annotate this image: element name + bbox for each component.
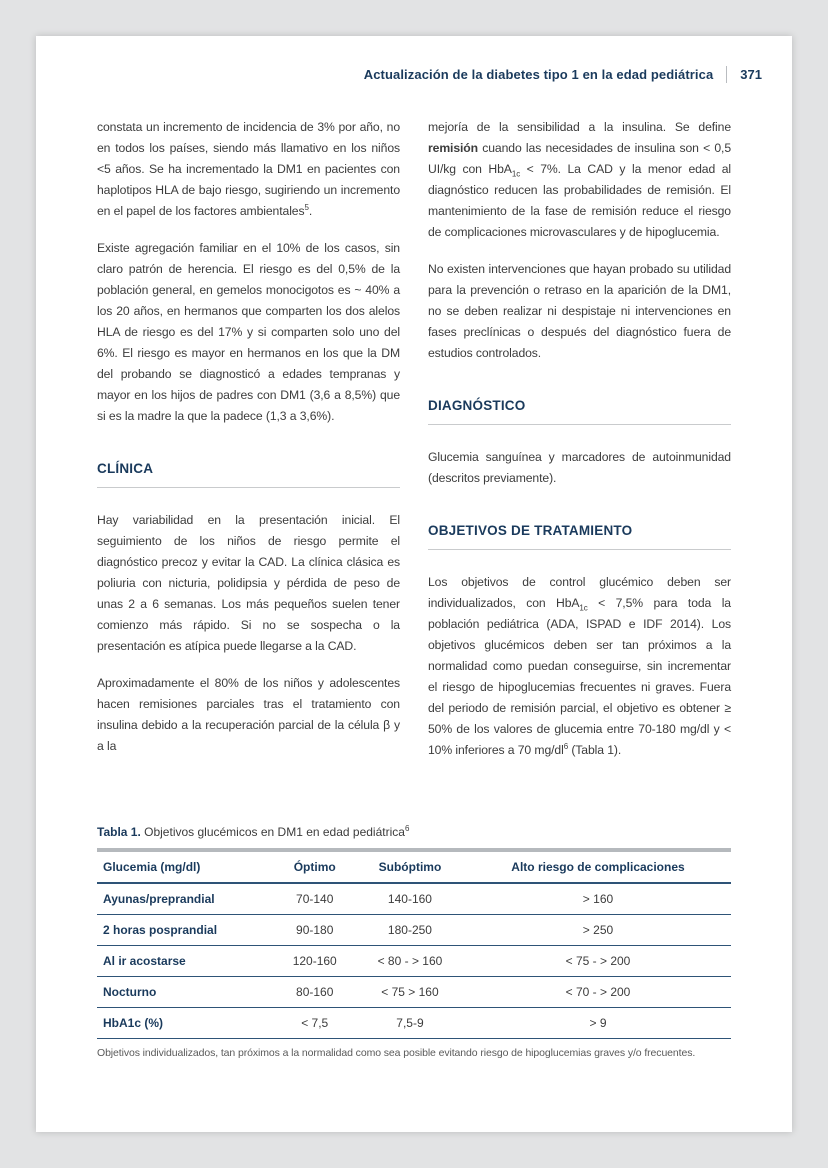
table-caption	[97, 825, 731, 839]
table-row-label: Nocturno	[103, 985, 157, 999]
left-column	[97, 117, 400, 777]
body-paragraph	[428, 572, 731, 761]
table-cell: > 250	[582, 923, 614, 937]
text-segment: mejoría de la sensibilidad a la insulina. Se define	[428, 120, 731, 134]
text-segment: 6	[563, 741, 569, 751]
table-cell: < 75 - > 200	[565, 954, 631, 968]
table-row	[97, 915, 731, 946]
text-segment: remisión	[428, 141, 478, 155]
table-caption-text: Objetivos glucémicos en DM1 en edad pediátrica	[140, 825, 405, 839]
table-cell: > 9	[589, 1016, 607, 1030]
table-row-label: 2 horas posprandial	[103, 923, 218, 937]
text-segment: Aproximadamente el 80% de los niños y adolescentes hacen remisiones parciales tras el tratamiento con insulina debido a la recuperación parcial de la célula β y a la	[97, 676, 400, 753]
table-cell: 80-160	[296, 985, 334, 999]
text-segment: cuando las necesidades de insulina son < 0,5 UI/kg con HbA	[428, 141, 731, 176]
body-paragraph	[428, 447, 731, 489]
table-header-cell: Subóptimo	[355, 850, 465, 883]
two-column-layout	[97, 117, 731, 777]
text-segment: Los objetivos de control glucémico deben ser individualizados, con HbA	[428, 575, 731, 610]
section-heading: DIAGNÓSTICO	[428, 398, 731, 425]
body-paragraph	[97, 117, 400, 222]
text-segment: Glucemia sanguínea y marcadores de autoinmunidad (descritos previamente).	[428, 450, 731, 485]
text-segment: constata un incremento de incidencia de 3% por año, no en todos los países, siendo más llamativo en los niños <5 años. Se ha incrementado la DM1 en pacientes con haplotipos HLA de bajo riesgo, sugiriendo un incremento en el papel de los factores ambientales	[97, 120, 400, 218]
table-header-cell: Alto riesgo de complicaciones	[465, 850, 731, 883]
text-segment: No existen intervenciones que hayan probado su utilidad para la prevención o retraso en la aparición de la DM1, no se deben realizar ni despistaje ni intervenciones en fases preclínicas o después del diagnóstico fuera de estudios controlados.	[428, 262, 731, 360]
page-header	[36, 36, 792, 83]
body-paragraph	[97, 238, 400, 427]
document-page	[36, 36, 792, 1132]
table-row	[97, 1008, 731, 1039]
article-body	[36, 117, 792, 1059]
text-segment: Existe agregación familiar en el 10% de los casos, sin claro patrón de herencia. El riesgo es del 0,5% de la población general, en gemelos monocigotos es ~ 40% a los 20 años, en hermanos que comparten los dos alelos HLA de riesgo es del 17% y si comparten solo uno del 6%. El riesgo es mayor en hermanos en los que la DM del probando se diagnosticó a edades tempranas y mayor en los hijos de padres con DM1 (3,6 a 8,5%) que si es la madre la que la padece (1,3 a 3,6%).	[97, 241, 400, 423]
table-caption-reference: 6	[404, 824, 410, 833]
table-header-cell: Glucemia (mg/dl)	[97, 850, 275, 883]
body-paragraph	[428, 259, 731, 364]
table-cell: < 80 - > 160	[377, 954, 443, 968]
table-row	[97, 977, 731, 1008]
table-cell: 70-140	[296, 892, 334, 906]
page-number: 371	[740, 67, 762, 82]
table-cell: < 75 > 160	[381, 985, 439, 999]
table-cell: 90-180	[296, 923, 334, 937]
table-row-label: Al ir acostarse	[103, 954, 186, 968]
header-separator	[726, 66, 727, 83]
body-paragraph	[97, 673, 400, 757]
text-segment: 5	[304, 202, 309, 212]
table-cell: 180-250	[387, 923, 432, 937]
table-row-label: HbA1c (%)	[103, 1016, 164, 1030]
section-heading: OBJETIVOS DE TRATAMIENTO	[428, 523, 731, 550]
running-head-title: Actualización de la diabetes tipo 1 en la edad pediátrica	[363, 67, 714, 82]
table-cell: < 70 - > 200	[565, 985, 631, 999]
table-head	[97, 850, 731, 883]
body-paragraph	[97, 510, 400, 657]
section-heading: CLÍNICA	[97, 461, 400, 488]
text-segment: (Tabla 1).	[568, 743, 622, 757]
glycemic-targets-table	[97, 848, 731, 1039]
table-section	[97, 825, 731, 1059]
right-column	[428, 117, 731, 777]
body-paragraph	[428, 117, 731, 243]
table-row-label: Ayunas/preprandial	[103, 892, 215, 906]
text-segment: 1c	[511, 169, 521, 179]
table-body	[97, 883, 731, 1039]
text-segment: .	[308, 204, 313, 218]
table-cell: 120-160	[292, 954, 337, 968]
table-cell: > 160	[582, 892, 614, 906]
table-row	[97, 883, 731, 915]
table-footnote: Objetivos individualizados, tan próximos a la normalidad como sea posible evitando riesgo de hipoglucemias graves y/o frecuentes.	[97, 1047, 696, 1059]
table-header-row	[97, 850, 731, 883]
table-row	[97, 946, 731, 977]
table-header-cell: Óptimo	[275, 850, 355, 883]
text-segment: 1c	[579, 603, 588, 613]
text-segment: < 7%. La CAD y la menor edad al diagnóstico reducen las probabilidades de remisión. El mantenimiento de la fase de remisión reduce el riesgo de complicaciones microvasculares y de hipoglucemia.	[428, 162, 732, 239]
text-segment: Hay variabilidad en la presentación inicial. El seguimiento de los niños de riesgo permite el diagnóstico precoz y evitar la CAD. La clínica clásica es poliuria con nicturia, polidipsia y pérdida de peso de unas 2 a 6 semanas. Los más pequeños suelen tener comienzo más rápido. Si no se sospecha o la presentación es atípica puede llegarse a la CAD.	[97, 513, 400, 653]
table-cell: 7,5-9	[396, 1016, 424, 1030]
table-cell: 140-160	[387, 892, 432, 906]
text-segment: < 7,5% para toda la población pediátrica (ADA, ISPAD e IDF 2014). Los objetivos glucémicos deben ser tan próximos a la normalidad como puedan conseguirse, sin incrementar el riesgo de hipoglucemias frecuentes ni graves. Fuera del periodo de remisión parcial, el objetivo es obtener ≥ 50% de los valores de glucemia entre 70-180 mg/dl y < 10% inferiores a 70 mg/dl	[428, 596, 731, 757]
table-cell: < 7,5	[301, 1016, 329, 1030]
table-caption-label: Tabla 1.	[97, 825, 141, 839]
